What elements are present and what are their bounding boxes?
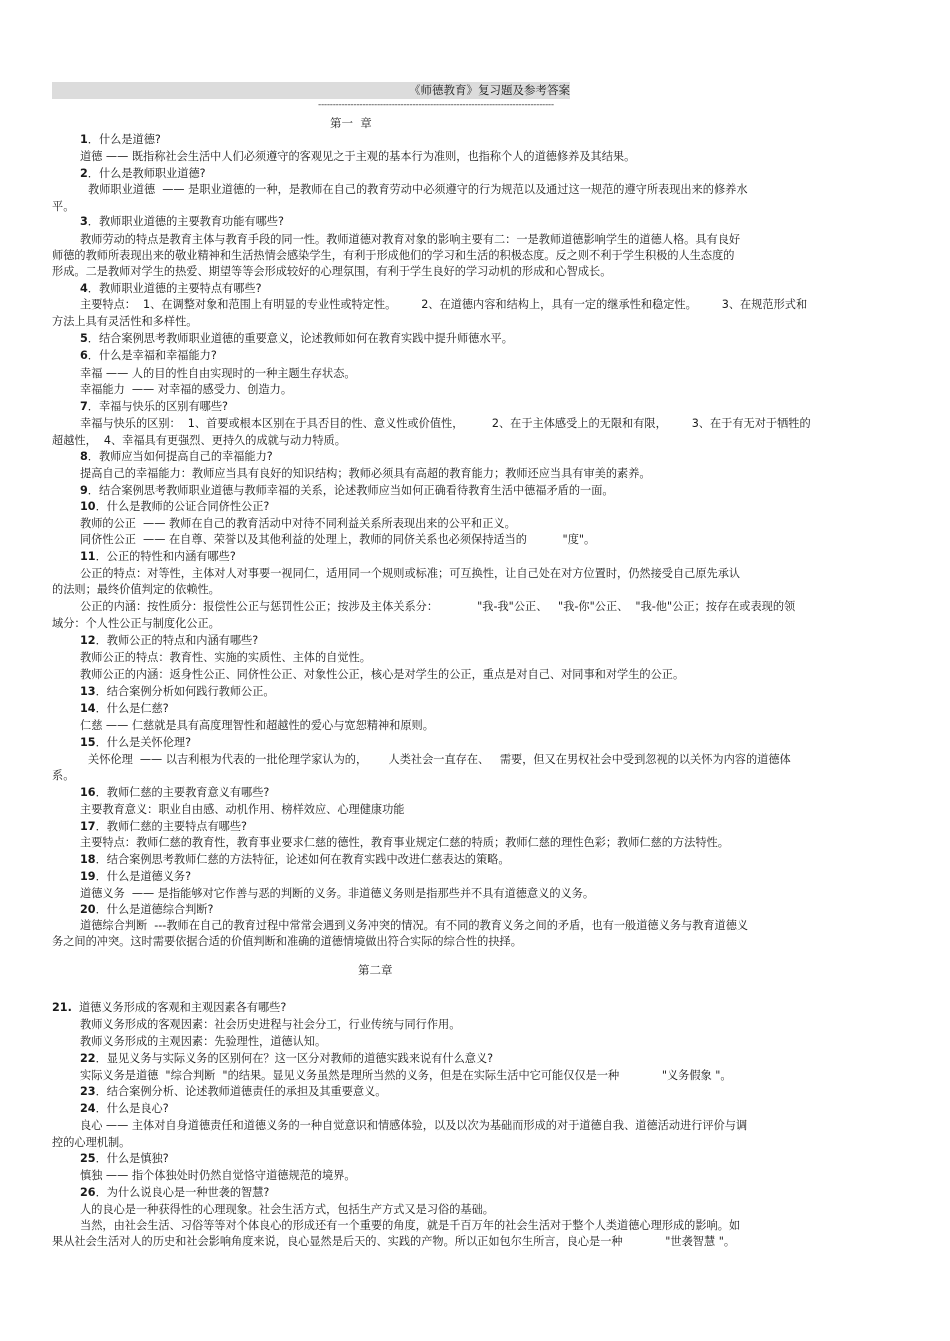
chapter-heading-1: 第一 章	[330, 116, 372, 130]
title-divider: --------------------------------------------------------------------------------	[318, 100, 554, 110]
question-line	[80, 499, 269, 515]
answer-line	[52, 433, 346, 449]
question-number: 11	[80, 550, 96, 563]
question-line	[80, 348, 217, 364]
answer-text: 方法上具有灵活性和多样性。	[52, 315, 198, 328]
question-line	[80, 684, 275, 700]
answer-text: 公正的内涵：按性质分：报偿性公正与惩罚性公正；按涉及主体关系分： "我-我"公正、 "我-你"公正、 "我-他"公正；按存在或表现的领	[80, 600, 796, 613]
answer-line	[80, 802, 404, 818]
answer-text: 良心 —— 主体对自身道德责任和道德义务的一种自觉意识和情感体验，以及以次为基础而形成的对于道德自我、道德活动进行评价与调	[80, 1119, 748, 1132]
answer-line	[80, 650, 371, 666]
answer-text: 教师义务形成的客观因素：社会历史进程与社会分工，行业传统与同行作用。	[80, 1018, 461, 1031]
question-text: ．什么是良心?	[95, 1102, 169, 1115]
question-number: 19	[80, 870, 96, 883]
question-text: ．结合案例分析如何践行教师公正。	[95, 685, 275, 698]
question-line	[80, 166, 206, 182]
answer-text: 道德 —— 既指称社会生活中人们必须遵守的客观见之于主观的基本行为准则，也指称个人的道德修养及其结果。	[80, 150, 636, 163]
answer-line	[80, 297, 807, 313]
answer-text: 仁慈 —— 仁慈就是具有高度理智性和超越性的爱心与宽恕精神和原则。	[80, 719, 434, 732]
question-line	[80, 1151, 169, 1167]
answer-line	[52, 264, 611, 280]
answer-text: 幸福与快乐的区别： 1、首要或根本区别在于具否目的性、意义性或价值性， 2、在于主体感受上的无限和有限， 3、在于有无对于牺牲的	[80, 417, 811, 430]
answer-text: 超越性， 4、幸福具有更强烈、更持久的成就与动力特质。	[52, 434, 346, 447]
question-number: 21.	[52, 1001, 72, 1014]
answer-line	[80, 599, 795, 615]
question-text: ．结合案例分析、论述教师道德责任的承担及其重要意义。	[95, 1085, 387, 1098]
question-number: 12	[80, 634, 96, 647]
question-number: 9	[80, 484, 88, 497]
answer-line	[80, 532, 595, 548]
answer-text: 域分：个人性公正与制度化公正。	[52, 617, 220, 630]
question-number: 22	[80, 1052, 96, 1065]
question-line	[80, 819, 247, 835]
question-line	[80, 132, 161, 148]
question-line	[80, 549, 236, 565]
question-number: 8	[80, 450, 88, 463]
answer-line	[80, 1118, 747, 1134]
answer-line	[80, 382, 292, 398]
answer-text: 教师公正的特点：教育性、实施的实质性、主体的自觉性。	[80, 651, 371, 664]
answer-line	[80, 1034, 326, 1050]
answer-line	[80, 718, 434, 734]
question-number: 6	[80, 349, 88, 362]
answer-line	[80, 1017, 460, 1033]
question-text: ．教师仁慈的主要教育意义有哪些?	[95, 786, 270, 799]
answer-text: 教师公正的内涵：返身性公正、同侪性公正、对象性公正，核心是对学生的公正，重点是对自己、对同事和对学生的公正。	[80, 668, 685, 681]
answer-line	[80, 516, 516, 532]
answer-text: 师德的教师所表现出来的敬业精神和生活热情会感染学生，有利于形成他们的学习和生活的积极态度。反之则不利于学生积极的人生态度的	[52, 249, 735, 262]
question-text: ．教师仁慈的主要特点有哪些?	[95, 820, 247, 833]
question-number: 16	[80, 786, 96, 799]
question-number: 13	[80, 685, 96, 698]
answer-text: 人的良心是一种获得性的心理现象。社会生活方式，包括生产方式又是习俗的基础。	[80, 1203, 494, 1216]
question-line	[80, 785, 269, 801]
document-title: 《师德教育》复习题及参考答案	[409, 83, 570, 97]
question-number: 24	[80, 1102, 96, 1115]
answer-text: 控的心理机制。	[52, 1136, 131, 1149]
answer-line	[52, 248, 734, 264]
answer-text: 公正的特点：对等性，主体对人对事要一视同仁，适用同一个规则或标准；可互换性，让自己处在对方位置时，仍然接受自己原先承认	[80, 567, 741, 580]
question-text: ．为什么说良心是一种世袭的智慧?	[95, 1186, 270, 1199]
question-line	[80, 449, 273, 465]
answer-text: 当然，由社会生活、习俗等等对个体良心的形成还有一个重要的角度，就是千百万年的社会生活对于整个人类道德心理形成的影响。如	[80, 1219, 741, 1232]
question-number: 15	[80, 736, 96, 749]
question-text: 道德义务形成的客观和主观因素各有哪些?	[71, 1001, 287, 1014]
question-text: ．什么是关怀伦理?	[95, 736, 192, 749]
question-line	[80, 281, 262, 297]
question-text: ．什么是道德?	[87, 133, 161, 146]
question-text: ．什么是慎独?	[95, 1152, 169, 1165]
answer-text: 幸福 —— 人的目的性自由实现时的一种主题生存状态。	[80, 367, 356, 380]
question-number: 10	[80, 500, 96, 513]
answer-text: 教师劳动的特点是教育主体与教育手段的同一性。教师道德对教育对象的影响主要有二：一是教师道德影响学生的道德人格。具有良好	[80, 233, 741, 246]
answer-line	[88, 752, 791, 768]
question-text: ．什么是幸福和幸福能力?	[87, 349, 217, 362]
answer-line	[80, 1168, 356, 1184]
answer-line	[52, 1234, 735, 1250]
question-text: ．教师应当如何提高自己的幸福能力?	[87, 450, 273, 463]
answer-text: 平。	[52, 200, 75, 213]
question-line	[80, 902, 213, 918]
answer-text: 慎独 —— 指个体独处时仍然自觉恪守道德规范的境界。	[80, 1169, 356, 1182]
question-text: ．教师职业道德的主要教育功能有哪些?	[87, 215, 284, 228]
question-text: ．公正的特性和内涵有哪些?	[95, 550, 236, 563]
answer-text: 主要特点： 1、在调整对象和范围上有明显的专业性或特定性。 2、在道德内容和结构上，具有一定的继承性和稳定性。 3、在规范形式和	[80, 298, 808, 311]
answer-text: 果从社会生活对人的历史和社会影响角度来说，良心显然是后天的、实践的产物。所以正如包尔生所言，良心是一种 "世袭智慧 "。	[52, 1235, 736, 1248]
question-number: 23	[80, 1085, 96, 1098]
answer-line	[52, 582, 220, 598]
answer-text: 道德义务 —— 是指能够对它作善与恶的判断的义务。非道德义务则是指那些并不具有道德意义的义务。	[80, 887, 595, 900]
answer-line	[80, 366, 356, 382]
question-line	[80, 1101, 169, 1117]
answer-text: 道德综合判断 ---教师在自己的教育过程中常常会遇到义务冲突的情况。有不同的教育义务之间的矛盾，也有一般道德义务与教育道德义	[80, 919, 749, 932]
answer-text: 实际义务是道德 "综合判断 "的结果。显见义务虽然是理所当然的义务，但是在实际生活中它可能仅仅是一种 "义务假象 "。	[80, 1069, 732, 1082]
answer-line	[80, 667, 684, 683]
question-number: 26	[80, 1186, 96, 1199]
question-text: ．什么是教师职业道德?	[87, 167, 206, 180]
question-line	[80, 852, 510, 868]
question-number: 17	[80, 820, 96, 833]
answer-line	[80, 1068, 732, 1084]
answer-text: 务之间的冲突。这时需要依据合适的价值判断和准确的道德情境做出符合实际的综合性的抉择。	[52, 935, 522, 948]
answer-text: 教师职业道德 —— 是职业道德的一种，是教师在自己的教育劳动中必须遵守的行为规范以及通过这一规范的遵守所表现出来的修养水	[88, 183, 748, 196]
question-line	[80, 869, 191, 885]
question-number: 25	[80, 1152, 96, 1165]
question-number: 2	[80, 167, 88, 180]
question-line	[80, 214, 284, 230]
answer-line	[80, 232, 740, 248]
answer-line	[80, 835, 729, 851]
question-text: ．教师公正的特点和内涵有哪些?	[95, 634, 259, 647]
question-number: 20	[80, 903, 96, 916]
question-text: ．什么是仁慈?	[95, 702, 169, 715]
answer-text: 的法则；最终价值判定的依赖性。	[52, 583, 220, 596]
question-line	[80, 1185, 269, 1201]
answer-line	[80, 1202, 494, 1218]
question-line	[52, 1000, 286, 1016]
answer-line	[52, 1135, 130, 1151]
chapter-heading-2: 第二章	[358, 963, 393, 977]
answer-text: 形成。二是教师对学生的热爱、期望等等会形成较好的心理氛围，有利于学生良好的学习动机的形成和心智成长。	[52, 265, 612, 278]
question-text: ．显见义务与实际义务的区别何在？这一区分对教师的道德实践来说有什么意义?	[95, 1052, 494, 1065]
answer-text: 系。	[52, 769, 75, 782]
answer-text: 主要教育意义：职业自由感、动机作用、榜样效应、心理健康功能	[80, 803, 405, 816]
answer-line	[52, 314, 197, 330]
answer-text: 幸福能力 —— 对幸福的感受力、创造力。	[80, 383, 293, 396]
answer-text: 教师义务形成的主观因素：先验理性，道德认知。	[80, 1035, 327, 1048]
answer-line	[52, 768, 74, 784]
question-number: 7	[80, 400, 88, 413]
answer-line	[52, 616, 220, 632]
question-text: ．结合案例思考教师职业道德的重要意义，论述教师如何在教育实践中提升师德水平。	[87, 332, 513, 345]
question-line	[80, 1051, 493, 1067]
answer-text: 同侪性公正 —— 在自尊、荣誉以及其他利益的处理上，教师的同侪关系也必须保持适当的 "度"。	[80, 533, 596, 546]
question-number: 1	[80, 133, 88, 146]
question-number: 4	[80, 282, 88, 295]
answer-line	[80, 466, 651, 482]
answer-line	[80, 566, 740, 582]
answer-text: 关怀伦理 —— 以吉利根为代表的一批伦理学家认为的， 人类社会一直存在、 需要，但又在男权社会中受到忽视的以关怀为内容的道德体	[88, 753, 791, 766]
question-number: 18	[80, 853, 96, 866]
answer-line	[80, 918, 748, 934]
question-line	[80, 633, 258, 649]
answer-line	[80, 149, 635, 165]
question-text: ．结合案例思考教师职业道德与教师幸福的关系，论述教师应当如何正确看待教育生活中德福矛盾的一面。	[87, 484, 614, 497]
answer-text: 教师的公正 —— 教师在自己的教育活动中对待不同利益关系所表现出来的公平和正义。	[80, 517, 516, 530]
question-text: ．教师职业道德的主要特点有哪些?	[87, 282, 262, 295]
question-number: 14	[80, 702, 96, 715]
question-line	[80, 483, 614, 499]
question-text: ．幸福与快乐的区别有哪些?	[87, 400, 228, 413]
answer-text: 主要特点：教师仁慈的教育性，教育事业要求仁慈的德性，教育事业规定仁慈的特质；教师仁慈的理性色彩；教师仁慈的方法特性。	[80, 836, 729, 849]
question-line	[80, 399, 228, 415]
answer-line	[80, 886, 594, 902]
question-text: ．什么是教师的公证合同侪性公正?	[95, 500, 270, 513]
answer-line	[52, 934, 522, 950]
question-line	[80, 1084, 386, 1100]
answer-line	[80, 416, 811, 432]
question-text: ．什么是道德义务?	[95, 870, 192, 883]
question-line	[80, 331, 513, 347]
answer-line	[52, 199, 74, 215]
question-number: 3	[80, 215, 88, 228]
answer-line	[88, 182, 748, 198]
answer-text: 提高自己的幸福能力：教师应当具有良好的知识结构；教师必须具有高超的教育能力；教师还应当具有审美的素养。	[80, 467, 651, 480]
answer-line	[80, 1218, 740, 1234]
question-text: ．什么是道德综合判断?	[95, 903, 214, 916]
question-text: ．结合案例思考教师仁慈的方法特征，论述如何在教育实践中改进仁慈表达的策略。	[95, 853, 510, 866]
question-line	[80, 701, 169, 717]
question-number: 5	[80, 332, 88, 345]
question-line	[80, 735, 191, 751]
